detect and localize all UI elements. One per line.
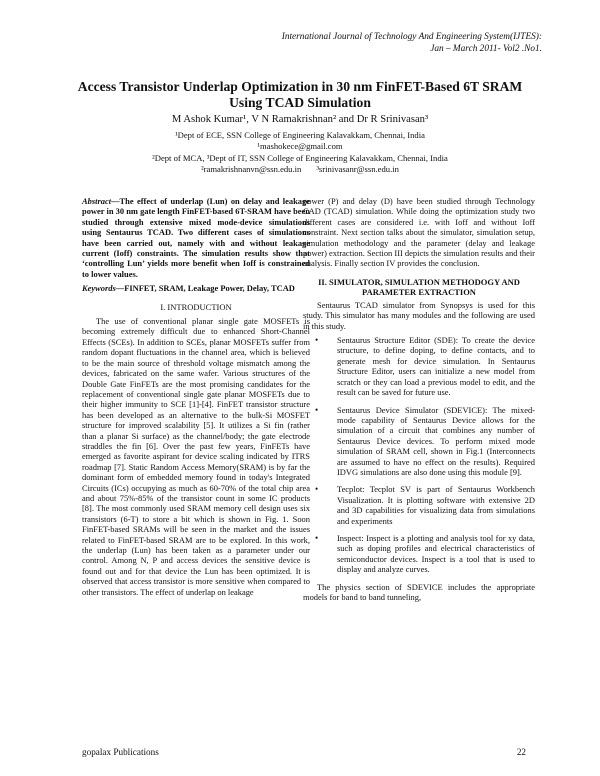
bullet-icon: • — [315, 532, 319, 543]
bullet-icon: • — [315, 335, 319, 346]
page-footer — [82, 747, 526, 757]
section-heading-introduction: I. INTRODUCTION — [160, 301, 232, 312]
paper-title: Access Transistor Underlap Optimization in 30 nm FinFET-Based 6T SRAM Using TCAD Simulation — [77, 79, 523, 110]
keywords-text: —FINFET, SRAM, Leakage Power, Delay, TCAD — [115, 283, 295, 294]
list-item: • Inspect: Inspect is a plotting and analysis tool for xy data, such as doping profiles and electrical characteristics of semiconductor devices. Inspect is a tool that is used to display and analyze curves. — [315, 532, 535, 575]
section-heading-simulator: II. SIMULATOR, SIMULATION METHODOGY AND PARAMETER EXTRACTION — [318, 276, 520, 297]
affiliation-2: ²Dept of MCA, ³Dept of IT, SSN College of Engineering Kalavakkam, Chennai, India — [152, 153, 448, 163]
journal-name: International Journal of Technology And Engineering System(IJTES): — [281, 32, 542, 42]
affiliation-1-email: ¹mashokece@gmail.com — [257, 141, 343, 151]
journal-issue: Jan – March 2011- Vol2 .No1. — [430, 43, 542, 54]
journal-header — [182, 32, 542, 55]
author-list: M Ashok Kumar¹, V N Ramakrishnan² and Dr R Srinivasan³ — [171, 114, 429, 125]
keywords-label: Keywords — [82, 283, 116, 294]
left-column — [82, 196, 310, 597]
bullet-icon: • — [315, 484, 319, 495]
list-item: • Sentaurus Structure Editor (SDE): To create the device structure, to define doping, to define contacts, and to generate mesh for device simulation. In Sentaurus Structure Editor, users can initialize a new model from scratch or they can load a previous model to edit, and the result can be saved for future use. — [315, 335, 535, 398]
keywords — [82, 283, 310, 293]
bullet-icon: • — [315, 404, 319, 415]
right-column — [303, 196, 535, 602]
page-number: 22 — [516, 747, 526, 757]
introduction-paragraph: The use of conventional planar single gate MOSFETs is becoming extremely difficult due to enhanced Short-Channel Effects (SCEs). In addition to SCEs, planar MOSFETs suffer from random dopant fluctuations in the channel area, which is believed to be the main source of threshold voltage mismatch among the devices, fabricated on the same wafer. Various structures of the Double Gate FinFETs are the most promising candidates for the replacement of conventional single gate planar MOSFETs due to their higher immunity to SCE [1]-[4]. FinFET transistor structure has been developed as an alternative to the bulk-Si MOSFET structure for improved scalability [5]. It utilizes a Si fin (rather than a planar Si surface) as the channel/body; the gate electrode straddles the fin [6]. Over the past few years, FinFETs have emerged as favorite aspirant for device scaling indicated by ITRS roadmap [7]. Static Random Access Memory(SRAM) is by far the dominant form of embedded memory found in today's Integrated Circuits (ICs) occupying as much as 60-70% of the total chip area and about 75%-85% of the transistor count in some IC products [8]. The most commonly used SRAM memory cell design uses six transistors (6-T) to store a bit which is shown in Fig. 1. Soon FinFET-based SRAMs will be seen in the market and the issues related to FinFET-based SRAM are to be explored. In this work, the underlap (Lun) has been taken as a parameter under our control. Among N, P and access devices the sensitive device is found out and for that device the Lun has been optimized. It is observed that access transistor is more sensitive when compared to other transistors. The effect of underlap on leakage — [82, 316, 310, 597]
list-item: • Tecplot: Tecplot SV is part of Sentaurus Workbench Visualization. It is plotting software with extensive 2D and 3D capabilities for visualizing data from simulations and experiments — [315, 484, 535, 526]
abstract-label: Abstract — [82, 196, 112, 206]
publisher-name: gopalax Publications — [82, 747, 159, 757]
affiliation-2-emails: ²ramakrishnanvn@ssn.edu.in ³srinivasanr@ssn.edu.in — [201, 164, 399, 174]
abstract-text: —The effect of underlap (Lun) on delay and leakage power in 30 nm gate length FinFET-based 6T-SRAM have been studied through extensive mixed mode-device simulations using Sentaurus TCAD. Two different cases of simulations have been carried out, namely with and without leakage current (Ioff) constraints. The simulation results show that ‘controlling Lun’ yields more benefit when Ioff is constrained to lower values. — [82, 196, 310, 279]
module-list — [303, 335, 535, 575]
physics-paragraph: The physics section of SDEVICE includes the appropriate models for band to band tunneling, — [303, 581, 535, 602]
intro-continuation: power (P) and delay (D) have been studied through Technology CAD (TCAD) simulation. While doing the optimization study two different cases are considered i.e. with Ioff and without Ioff constraint. Next section talks about the simulator, simulation setup, simulation methodology and the parameter (delay and leakage power) extraction. Section III depicts the simulation results and their analysis. Finally section IV provides the conclusion. — [303, 196, 535, 269]
affiliation-1: ¹Dept of ECE, SSN College of Engineering Kalavakkam, Chennai, India — [175, 130, 425, 140]
simulator-paragraph: Sentaurus TCAD simulator from Synopsys is used for this study. This simulator has many modules and the following are used in this study. — [303, 299, 535, 331]
abstract — [82, 196, 310, 279]
list-item: • Sentaurus Device Simulator (SDEVICE): The mixed-mode capability of Sentaurus Device allows for the simulation of a circuit that combines any number of Sentaurus Device devices. To perform mixed mode simulation of SRAM cell, shown in Fig.1 (Interconnects are assumed to have no effect on the results). Required IDVG simulations are also done using this module [9]. — [315, 404, 535, 477]
